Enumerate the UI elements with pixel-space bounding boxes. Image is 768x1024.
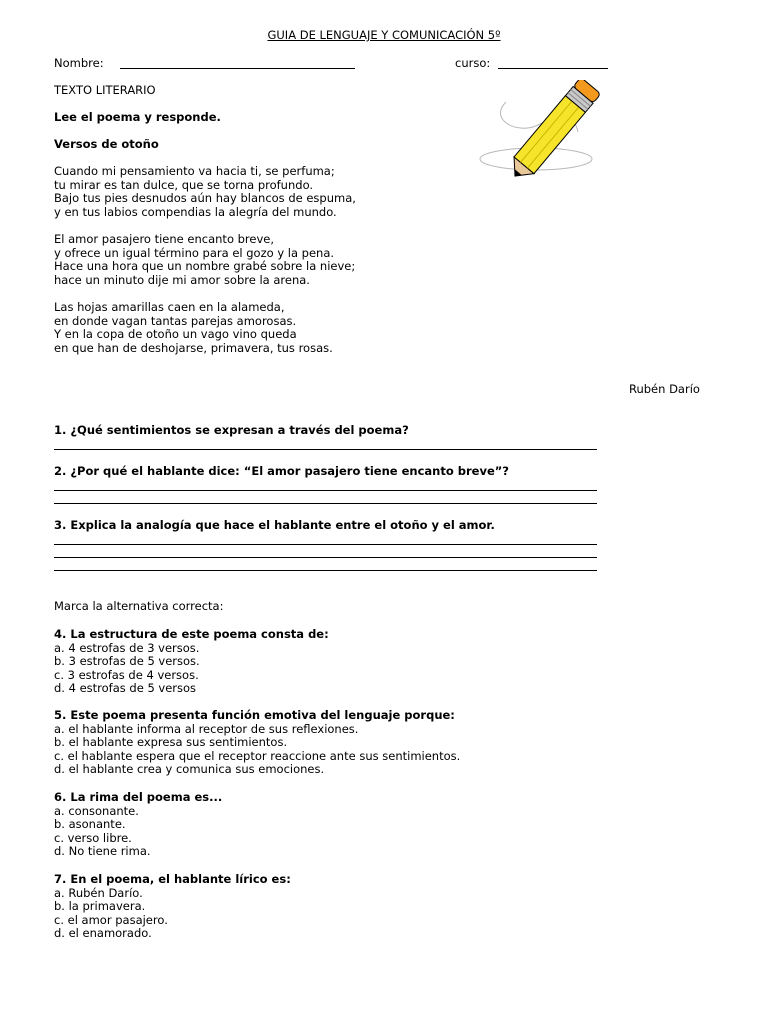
answer-line[interactable]: [54, 449, 597, 450]
poem-verse: tu mirar es tan dulce, que se torna profundo.: [54, 177, 314, 192]
poem-author: Rubén Darío: [629, 382, 700, 396]
answer-option[interactable]: d. el hablante crea y comunica sus emociones.: [54, 762, 325, 777]
instruction-text: Lee el poema y responde.: [54, 110, 221, 124]
question-text: 4. La estructura de este poema consta de:: [54, 627, 329, 641]
answer-option[interactable]: d. 4 estrofas de 5 versos: [54, 681, 197, 696]
question-1: 1. ¿Qué sentimientos se expresan a través del poema?: [54, 423, 409, 437]
answer-line[interactable]: [54, 503, 597, 504]
question-text: 5. Este poema presenta función emotiva del lenguaje porque:: [54, 708, 455, 722]
choice-question-7: [54, 873, 291, 941]
choice-instruction: Marca la alternativa correcta:: [54, 599, 224, 613]
answer-line[interactable]: [54, 490, 597, 491]
question-text: 7. En el poema, el hablante lírico es:: [54, 872, 291, 886]
question-text: 6. La rima del poema es...: [54, 790, 223, 804]
choice-question-4: [54, 628, 329, 696]
pencil-body: [514, 96, 585, 174]
name-label: Nombre:: [54, 56, 104, 70]
pencil-icon: [478, 80, 628, 180]
answer-option[interactable]: a. 4 estrofas de 3 versos.: [54, 640, 200, 655]
poem-verse: Bajo tus pies desnudos aún hay blancos de espuma,: [54, 191, 356, 206]
answer-option[interactable]: a. consonante.: [54, 803, 139, 818]
poem-title: Versos de otoño: [54, 137, 159, 151]
choice-question-5: [54, 709, 460, 777]
page-title: GUIA DE LENGUAJE Y COMUNICACIÓN 5º: [267, 28, 501, 42]
answer-option[interactable]: c. 3 estrofas de 4 versos.: [54, 667, 199, 682]
answer-option[interactable]: b. asonante.: [54, 817, 126, 832]
poem-verse: y ofrece un igual término para el gozo y la pena.: [54, 245, 335, 260]
answer-option[interactable]: a. Rubén Darío.: [54, 885, 143, 900]
question-3: 3. Explica la analogía que hace el hablante entre el otoño y el amor.: [54, 518, 495, 532]
answer-line[interactable]: [54, 570, 597, 571]
answer-line[interactable]: [54, 544, 597, 545]
poem-verse: en que han de deshojarse, primavera, tus rosas.: [54, 340, 333, 355]
name-field-line: [120, 68, 355, 69]
poem-verse: Las hojas amarillas caen en la alameda,: [54, 300, 285, 314]
answer-option[interactable]: c. el hablante espera que el receptor reaccione ante sus sentimientos.: [54, 748, 461, 763]
answer-option[interactable]: c. el amor pasajero.: [54, 912, 168, 927]
poem-verse: Hace una hora que un nombre grabé sobre la nieve;: [54, 259, 356, 274]
answer-option[interactable]: a. el hablante informa al receptor de sus reflexiones.: [54, 721, 359, 736]
poem-verse: hace un minuto dije mi amor sobre la arena.: [54, 272, 310, 287]
section-label: TEXTO LITERARIO: [54, 83, 156, 97]
question-2: 2. ¿Por qué el hablante dice: “El amor pasajero tiene encanto breve”?: [54, 464, 509, 478]
course-label: curso:: [455, 56, 491, 70]
answer-option[interactable]: b. 3 estrofas de 5 versos.: [54, 654, 200, 669]
answer-option[interactable]: c. verso libre.: [54, 830, 132, 845]
poem-stanza: [54, 301, 333, 355]
choice-question-6: [54, 791, 222, 859]
poem-verse: y en tus labios compendias la alegría del mundo.: [54, 204, 337, 219]
course-field-line: [498, 68, 608, 69]
answer-option[interactable]: b. la primavera.: [54, 899, 146, 914]
poem-verse: en donde vagan tantas parejas amorosas.: [54, 313, 297, 328]
poem-verse: Cuando mi pensamiento va hacia ti, se perfuma;: [54, 164, 335, 178]
answer-option[interactable]: d. el enamorado.: [54, 926, 152, 941]
answer-option[interactable]: d. No tiene rima.: [54, 844, 151, 859]
answer-line[interactable]: [54, 557, 597, 558]
poem-stanza: [54, 165, 356, 219]
answer-option[interactable]: b. el hablante expresa sus sentimientos.: [54, 735, 288, 750]
poem-verse: Y en la copa de otoño un vago vino queda: [54, 327, 297, 342]
poem-stanza: [54, 233, 355, 287]
poem-verse: El amor pasajero tiene encanto breve,: [54, 232, 275, 246]
